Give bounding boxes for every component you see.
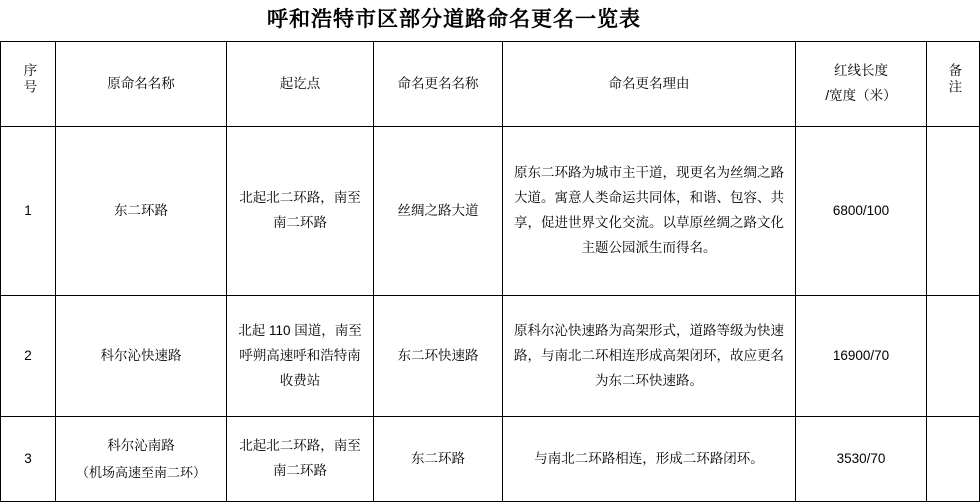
cell-old-name: 科尔沁快速路 xyxy=(56,296,227,417)
cell-length: 3530/70 xyxy=(796,417,927,502)
header-note-label: 备注 xyxy=(946,63,962,97)
header-seq xyxy=(1,42,56,127)
road-rename-table xyxy=(0,41,980,502)
cell-range: 北起北二环路，南至南二环路 xyxy=(227,127,374,296)
header-seq-label: 序号 xyxy=(21,63,37,97)
cell-new-name: 东二环快速路 xyxy=(374,296,503,417)
table-row xyxy=(1,417,980,502)
header-reason: 命名更名理由 xyxy=(503,42,796,127)
cell-new-name: 东二环路 xyxy=(374,417,503,502)
cell-length: 6800/100 xyxy=(796,127,927,296)
header-new-name: 命名更名名称 xyxy=(374,42,503,127)
cell-range: 北起北二环路，南至南二环路 xyxy=(227,417,374,502)
table-body xyxy=(1,127,980,502)
cell-old-name: 东二环路 xyxy=(56,127,227,296)
cell-range: 北起 110 国道，南至呼朔高速呼和浩特南收费站 xyxy=(227,296,374,417)
cell-note xyxy=(927,417,980,502)
page-title: 呼和浩特市区部分道路命名更名一览表 xyxy=(267,8,641,31)
table-row xyxy=(1,127,980,296)
cell-old-name-main: 科尔沁南路 xyxy=(107,437,175,453)
table-header-row xyxy=(1,42,980,127)
cell-note xyxy=(927,296,980,417)
table-header xyxy=(1,42,980,127)
header-old-name: 原命名名称 xyxy=(56,42,227,127)
cell-seq: 1 xyxy=(1,127,56,296)
header-length xyxy=(796,42,927,127)
cell-seq: 3 xyxy=(1,417,56,502)
cell-old-name-sub: （机场高速至南二环） xyxy=(75,464,206,480)
header-range: 起讫点 xyxy=(227,42,374,127)
header-length-line1: 红线长度 xyxy=(834,63,888,79)
header-length-line2: /宽度（米） xyxy=(825,88,897,104)
table-row xyxy=(1,296,980,417)
cell-reason: 与南北二环路相连，形成二环路闭环。 xyxy=(503,417,796,502)
cell-reason: 原东二环路为城市主干道，现更名为丝绸之路大道。寓意人类命运共同体，和谐、包容、共享，促进世界文化交流。以草原丝绸之路文化主题公园派生而得名。 xyxy=(503,127,796,296)
cell-note xyxy=(927,127,980,296)
cell-reason: 原科尔沁快速路为高架形式，道路等级为快速路，与南北二环相连形成高架闭环，故应更名为东二环快速路。 xyxy=(503,296,796,417)
cell-old-name xyxy=(56,417,227,502)
cell-seq: 2 xyxy=(1,296,56,417)
header-note xyxy=(927,42,980,127)
cell-length: 16900/70 xyxy=(796,296,927,417)
cell-new-name: 丝绸之路大道 xyxy=(374,127,503,296)
